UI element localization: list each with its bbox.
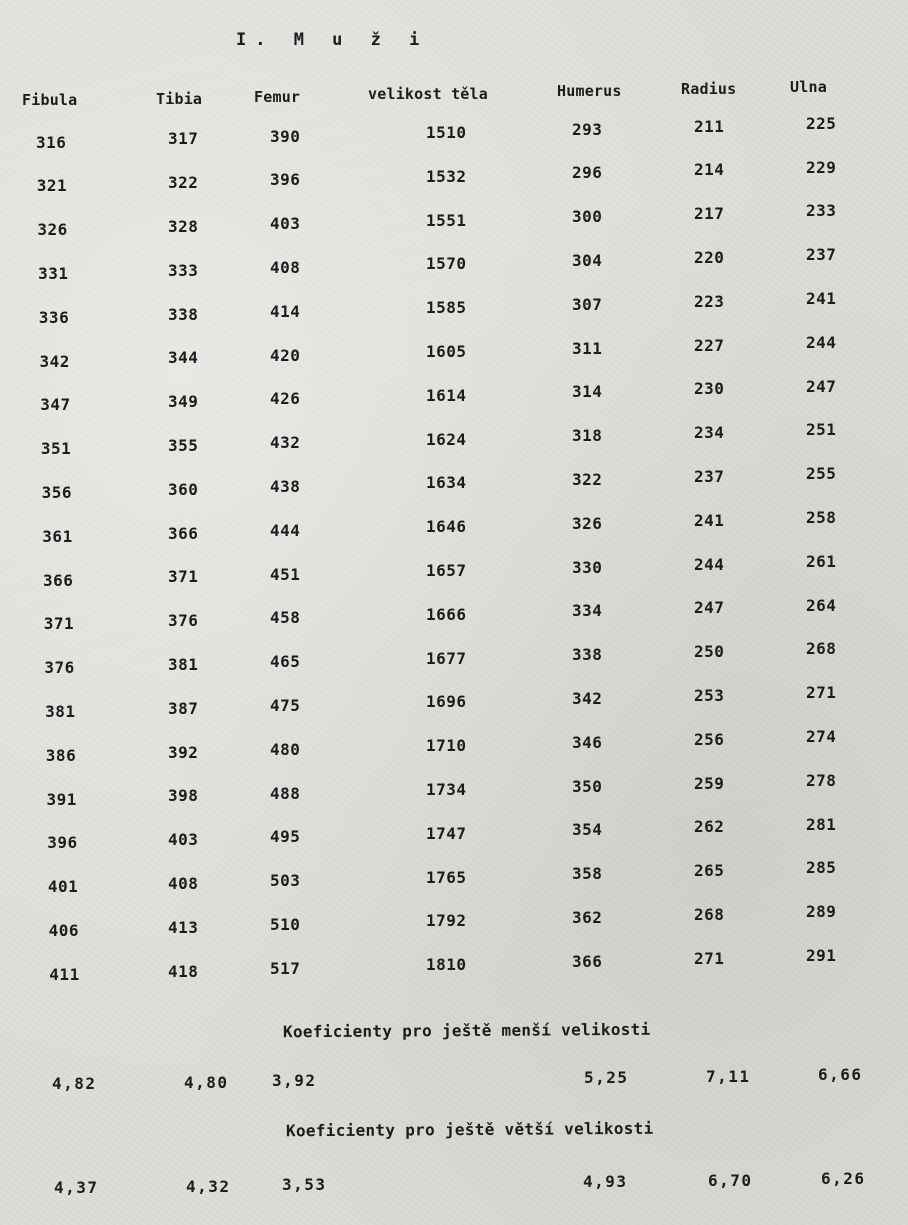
table-cell: 285	[806, 858, 837, 878]
table-cell: 330	[572, 557, 603, 577]
table-cell: 366	[572, 951, 603, 971]
table-cell: 262	[694, 817, 725, 837]
table-cell: 1510	[426, 123, 467, 143]
table-cell: 1614	[426, 385, 467, 405]
table-cell: 381	[168, 654, 199, 674]
table-cell: 366	[43, 570, 74, 590]
coef-value: 3,53	[282, 1175, 327, 1194]
table-cell: 371	[43, 614, 75, 634]
coef-value: 4,80	[184, 1072, 229, 1092]
table-cell: 356	[41, 482, 72, 502]
table-cell: 274	[806, 726, 837, 746]
coef-value: 4,32	[186, 1176, 231, 1196]
table-cell: 346	[572, 732, 603, 752]
table-cell: 465	[270, 652, 301, 672]
table-cell: 438	[270, 476, 301, 496]
table-cell: 1570	[426, 254, 467, 274]
table-cell: 234	[694, 423, 725, 443]
table-cell: 293	[572, 119, 603, 139]
table-cell: 256	[694, 729, 725, 749]
table-cell: 331	[38, 263, 69, 283]
table-cell: 396	[270, 170, 301, 190]
table-cell: 291	[806, 945, 837, 965]
table-cell: 211	[694, 116, 725, 136]
table-cell: 264	[806, 595, 837, 615]
table-cell: 376	[44, 658, 75, 678]
coef-value: 5,25	[584, 1068, 629, 1087]
table-cell: 334	[572, 601, 603, 621]
table-cell: 271	[806, 683, 837, 703]
coef-value: 6,70	[708, 1170, 753, 1190]
table-cell: 230	[694, 379, 725, 399]
table-cell: 250	[694, 642, 725, 662]
coef-value: 4,82	[52, 1074, 97, 1093]
table-cell: 495	[270, 827, 301, 847]
table-cell: 411	[49, 964, 80, 984]
table-cell: 261	[806, 551, 837, 571]
table-cell: 247	[806, 376, 837, 396]
table-cell: 271	[694, 948, 725, 968]
coef-value: 4,93	[583, 1172, 628, 1191]
table-cell: 444	[270, 520, 301, 540]
table-cell: 314	[572, 382, 603, 402]
table-cell: 237	[806, 245, 837, 265]
table-cell: 408	[270, 257, 301, 277]
table-cell: 268	[806, 639, 837, 659]
table-cell: 1734	[426, 780, 467, 800]
column-header: velikost těla	[368, 85, 488, 103]
table-cell: 1657	[426, 561, 467, 581]
table-cell: 322	[572, 470, 603, 490]
column-header: Ulna	[790, 78, 827, 96]
table-cell: 366	[168, 523, 199, 543]
table-cell: 321	[36, 176, 68, 196]
table-cell: 220	[694, 248, 725, 268]
table-cell: 1532	[426, 166, 467, 186]
table-cell: 296	[572, 163, 603, 183]
table-cell: 258	[806, 507, 837, 527]
table-cell: 432	[270, 433, 301, 453]
table-cell: 371	[168, 567, 199, 587]
table-cell: 360	[168, 479, 199, 499]
table-cell: 386	[45, 745, 77, 765]
table-cell: 247	[694, 598, 725, 618]
table-cell: 355	[168, 435, 199, 455]
table-cell: 336	[38, 307, 70, 327]
table-cell: 241	[694, 510, 725, 530]
table-cell: 338	[572, 645, 603, 665]
table-cell: 268	[694, 905, 725, 925]
coef-value: 6,66	[818, 1065, 863, 1084]
table-cell: 311	[572, 338, 603, 358]
table-cell: 426	[270, 389, 301, 409]
table-cell: 398	[168, 786, 199, 806]
table-cell: 451	[270, 564, 301, 584]
table-cell: 326	[37, 220, 68, 240]
table-cell: 488	[270, 783, 301, 803]
column-header: Humerus	[557, 82, 622, 100]
table-cell: 361	[42, 526, 73, 546]
table-cell: 304	[572, 251, 603, 271]
table-cell: 387	[168, 698, 199, 718]
table-cell: 480	[270, 739, 301, 759]
table-cell: 392	[168, 742, 199, 762]
table-cell: 418	[168, 961, 199, 981]
table-cell: 316	[36, 132, 67, 152]
table-cell: 1810	[426, 955, 467, 975]
table-cell: 510	[270, 914, 301, 934]
table-cell: 223	[694, 291, 725, 311]
table-cell: 244	[806, 332, 837, 352]
table-cell: 406	[48, 920, 79, 940]
table-cell: 318	[572, 426, 603, 446]
table-cell: 401	[47, 877, 79, 897]
table-cell: 333	[168, 260, 199, 280]
table-cell: 408	[168, 873, 199, 893]
table-cell: 354	[572, 820, 603, 840]
table-cell: 1646	[426, 517, 467, 537]
table-cell: 244	[694, 554, 725, 574]
table-cell: 1585	[426, 298, 467, 318]
table-cell: 328	[168, 216, 199, 236]
table-cell: 475	[270, 695, 301, 715]
table-cell: 265	[694, 861, 725, 881]
table-cell: 517	[270, 958, 301, 978]
table-cell: 227	[694, 335, 725, 355]
coef-value: 6,26	[821, 1169, 866, 1188]
coef-value: 4,37	[54, 1178, 99, 1197]
table-cell: 307	[572, 294, 603, 314]
table-cell: 347	[40, 395, 71, 415]
table-cell: 241	[806, 288, 837, 308]
coef-larger-label: Koeficienty pro ještě větší velikosti	[285, 1118, 654, 1141]
table-cell: 281	[806, 814, 837, 834]
column-header: Tibia	[156, 90, 203, 108]
table-cell: 403	[270, 214, 301, 234]
table-cell: 253	[694, 686, 725, 706]
coef-value: 7,11	[706, 1066, 751, 1086]
table-cell: 403	[168, 830, 199, 850]
table-cell: 358	[572, 864, 603, 884]
table-cell: 259	[694, 773, 725, 793]
table-cell: 278	[806, 770, 837, 790]
table-cell: 225	[806, 113, 837, 133]
table-cell: 1792	[426, 911, 467, 931]
table-cell: 344	[168, 348, 199, 368]
table-cell: 1605	[426, 342, 467, 362]
table-cell: 1677	[426, 648, 467, 668]
table-cell: 1747	[426, 823, 467, 843]
table-cell: 289	[806, 902, 837, 922]
table-cell: 458	[270, 608, 301, 628]
table-cell: 420	[270, 345, 301, 365]
table-cell: 391	[46, 789, 77, 809]
table-cell: 381	[45, 701, 76, 721]
table-cell: 349	[168, 392, 199, 412]
table-cell: 322	[168, 173, 199, 193]
table-cell: 1634	[426, 473, 467, 493]
table-cell: 233	[806, 201, 837, 221]
table-cell: 1624	[426, 429, 467, 449]
page-title: I. M u ž i	[236, 30, 429, 50]
coef-value: 3,92	[272, 1071, 317, 1090]
table-cell: 214	[694, 160, 725, 180]
table-cell: 1666	[426, 604, 467, 624]
column-header: Femur	[254, 88, 301, 106]
table-cell: 237	[694, 467, 725, 487]
table-cell: 1551	[426, 210, 467, 230]
table-cell: 503	[270, 871, 301, 891]
table-cell: 326	[572, 513, 603, 533]
table-cell: 396	[47, 833, 78, 853]
table-cell: 342	[572, 689, 603, 709]
table-cell: 338	[168, 304, 199, 324]
table-cell: 1696	[426, 692, 467, 712]
table-cell: 229	[806, 157, 837, 177]
table-cell: 300	[572, 207, 603, 227]
table-cell: 351	[40, 439, 72, 459]
table-cell: 342	[39, 351, 70, 371]
table-cell: 413	[168, 917, 199, 937]
table-cell: 317	[168, 129, 199, 149]
table-cell: 362	[572, 908, 603, 928]
column-header: Radius	[681, 80, 737, 98]
table-cell: 1710	[426, 736, 467, 756]
coef-smaller-label: Koeficienty pro ještě menší velikosti	[282, 1019, 651, 1042]
column-header: Fibula	[22, 91, 78, 109]
table-cell: 217	[694, 204, 725, 224]
table-cell: 390	[270, 126, 301, 146]
table-cell: 414	[270, 301, 301, 321]
table-cell: 1765	[426, 867, 467, 887]
table-cell: 255	[806, 464, 837, 484]
table-cell: 350	[572, 776, 603, 796]
table-cell: 376	[168, 611, 199, 631]
table-cell: 251	[806, 420, 837, 440]
